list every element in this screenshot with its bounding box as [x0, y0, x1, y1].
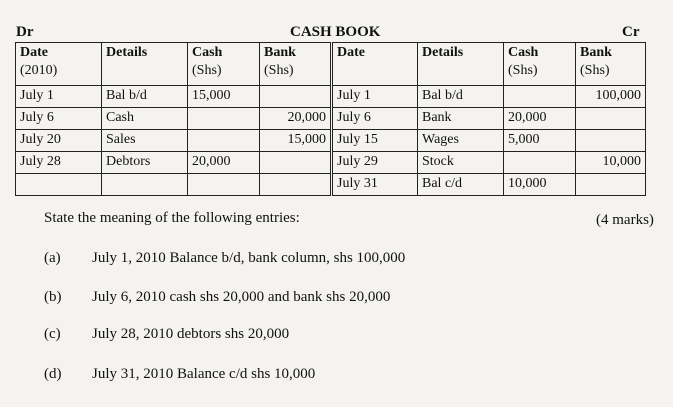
- credit-label: Cr: [622, 24, 640, 40]
- table-cell: Bank: [418, 108, 504, 130]
- table-cell: 15,000: [260, 130, 332, 152]
- table-cell: Debtors: [102, 152, 188, 174]
- table-cell: [102, 174, 188, 196]
- table-cell: July 15: [332, 130, 418, 152]
- column-header: Bank (Shs): [260, 43, 332, 86]
- table-cell: [260, 174, 332, 196]
- table-cell: 10,000: [504, 174, 576, 196]
- page-title: CASH BOOK: [290, 24, 381, 40]
- table-cell: July 29: [332, 152, 418, 174]
- option-label: (d): [44, 366, 62, 382]
- table-cell: [188, 174, 260, 196]
- question-option: [44, 326, 289, 343]
- table-cell: 20,000: [260, 108, 332, 130]
- table-cell: Cash: [102, 108, 188, 130]
- table-cell: 15,000: [188, 86, 260, 108]
- table-cell: July 6: [16, 108, 102, 130]
- table-cell: [576, 108, 646, 130]
- question-prompt: State the meaning of the following entries:: [44, 210, 300, 226]
- column-header: Details: [418, 43, 504, 86]
- table-cell: Stock: [418, 152, 504, 174]
- option-text: July 31, 2010 Balance c/d shs 10,000: [92, 366, 316, 382]
- table-row: [16, 152, 646, 174]
- table-cell: [576, 130, 646, 152]
- table-cell: July 20: [16, 130, 102, 152]
- table-cell: 5,000: [504, 130, 576, 152]
- question-option: [44, 250, 405, 267]
- table-cell: Bal b/d: [102, 86, 188, 108]
- column-header: Bank (Shs): [576, 43, 646, 86]
- table-cell: [188, 130, 260, 152]
- option-text: July 6, 2010 cash shs 20,000 and bank shs 20,000: [92, 289, 391, 305]
- debit-label: Dr: [16, 24, 34, 40]
- table-row: [16, 174, 646, 196]
- table-cell: 20,000: [188, 152, 260, 174]
- table-cell: [188, 108, 260, 130]
- marks-label: (4 marks): [596, 212, 654, 228]
- column-header: Cash (Shs): [504, 43, 576, 86]
- option-label: (a): [44, 250, 61, 266]
- table-cell: July 31: [332, 174, 418, 196]
- table-row: [16, 130, 646, 152]
- table-cell: 100,000: [576, 86, 646, 108]
- table-cell: [576, 174, 646, 196]
- table-cell: [16, 174, 102, 196]
- table-row: [16, 86, 646, 108]
- table-cell: Sales: [102, 130, 188, 152]
- table-cell: [260, 86, 332, 108]
- table-cell: [504, 152, 576, 174]
- option-text: July 1, 2010 Balance b/d, bank column, shs 100,000: [92, 250, 406, 266]
- column-header: Details: [102, 43, 188, 86]
- table-cell: Bal c/d: [418, 174, 504, 196]
- table-cell: 10,000: [576, 152, 646, 174]
- column-header: Date: [332, 43, 418, 86]
- table-cell: Wages: [418, 130, 504, 152]
- table-cell: Bal b/d: [418, 86, 504, 108]
- question-option: [44, 366, 315, 383]
- option-text: July 28, 2010 debtors shs 20,000: [92, 326, 290, 342]
- option-label: (b): [44, 289, 62, 305]
- question-option: [44, 289, 390, 306]
- column-header: Cash (Shs): [188, 43, 260, 86]
- table-cell: July 6: [332, 108, 418, 130]
- table-row: [16, 108, 646, 130]
- option-label: (c): [44, 326, 61, 342]
- table-cell: [260, 152, 332, 174]
- table-cell: July 28: [16, 152, 102, 174]
- table-cell: [504, 86, 576, 108]
- cash-book-table: [15, 42, 646, 196]
- table-header-row: [16, 43, 646, 86]
- table-cell: 20,000: [504, 108, 576, 130]
- column-header: Date (2010): [16, 43, 102, 86]
- table-cell: July 1: [16, 86, 102, 108]
- table-cell: July 1: [332, 86, 418, 108]
